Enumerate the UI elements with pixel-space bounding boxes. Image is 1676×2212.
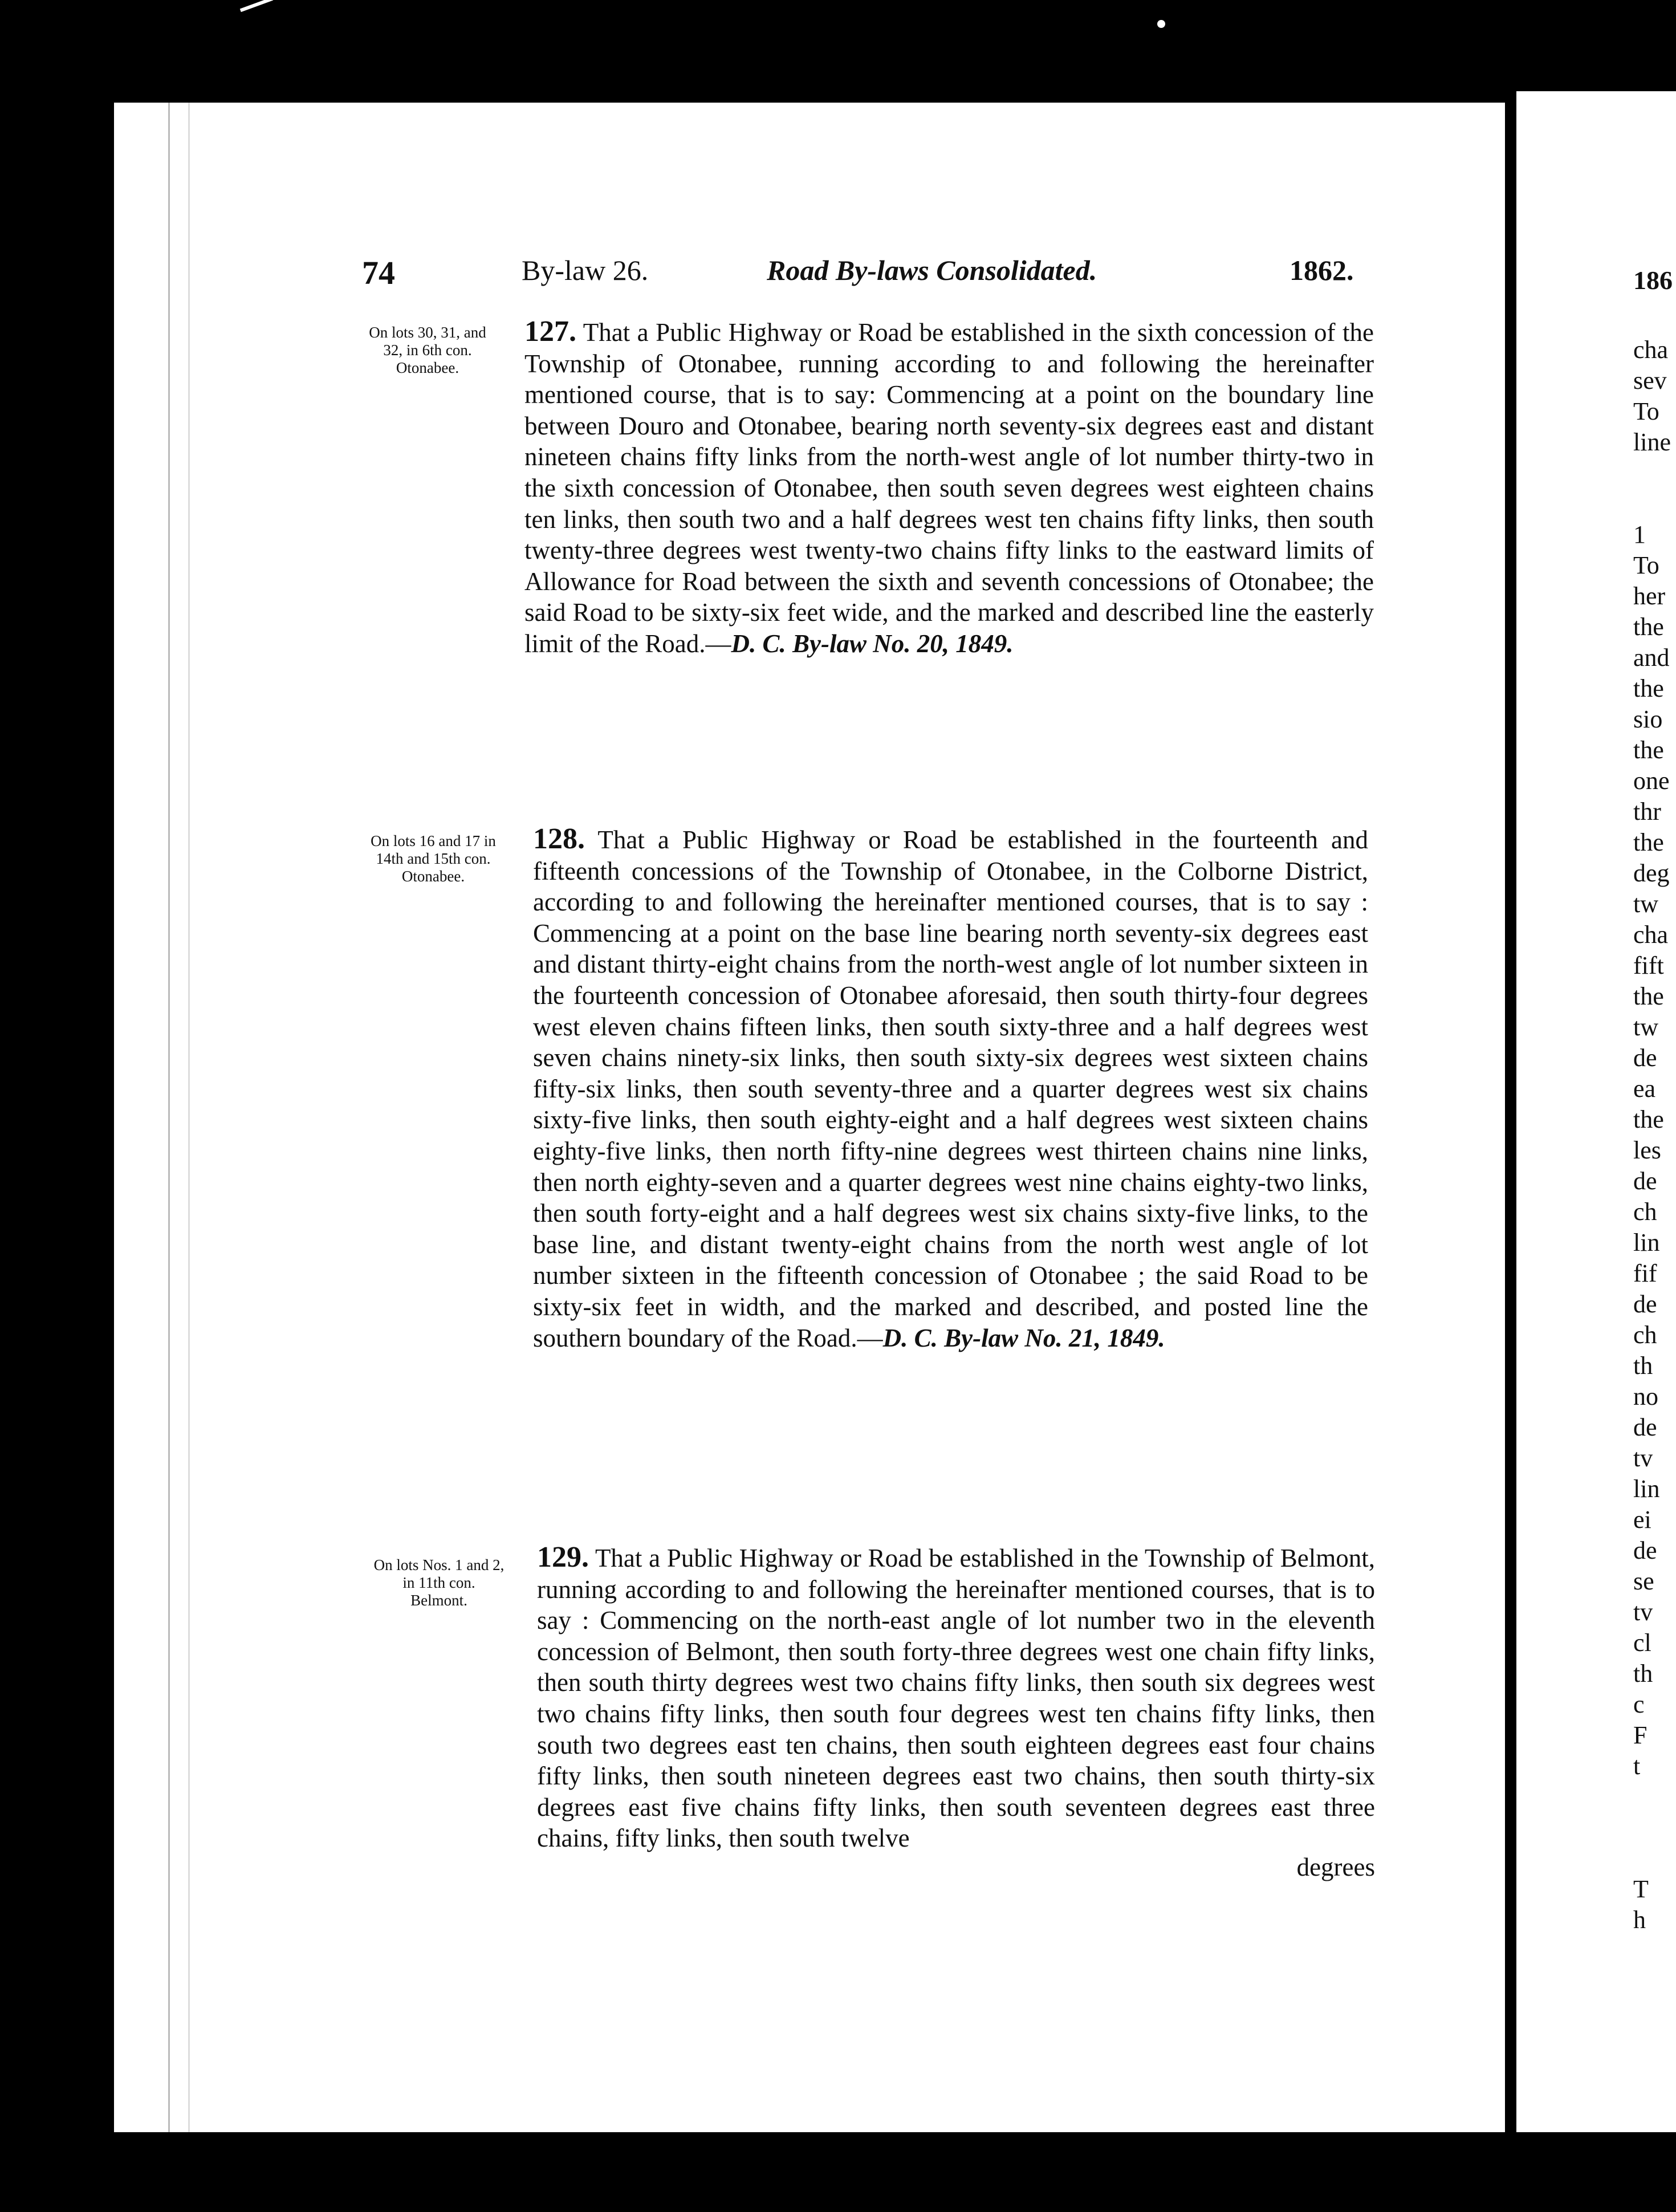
right-page-fragment-word: 1 [1633, 521, 1646, 548]
right-page-fragment-word: ch [1633, 1321, 1657, 1349]
right-page-fragment-word: the [1633, 736, 1664, 764]
running-title: Road By-laws Consolidated. [767, 254, 1097, 286]
right-page-fragment-word: ch [1633, 1198, 1657, 1226]
right-page-fragment-word: thr [1633, 798, 1661, 826]
right-page-fragment-word: To [1633, 551, 1659, 579]
right-page-fragment-word: tw [1633, 890, 1658, 918]
right-page-fragment-word: sio [1633, 705, 1663, 733]
right-page-fragment-word: the [1633, 674, 1664, 702]
section-text: That a Public Highway or Road be established in the Township of Belmont, running according to and following the hereinafter mentioned courses, that is to say : Commencing on the north-east angle of lot number two in the eleventh concession of Belmont, then south forty-three degrees west one chain fifty links, then south thirty degrees west two chains fifty links, then south six degrees west two chains fifty links, then south four degrees west ten chains fifty links, then south two degrees east ten chains, then south eighteen degrees east four chains fifty links, then south nineteen degrees east two chains, then south thirty-six degrees east five chains fifty links, then south seventeen degrees east three chains, fifty links, then south twelve [537, 1544, 1375, 1853]
right-page-fragment-word: F [1633, 1721, 1647, 1749]
right-page-fragment-word: de [1633, 1167, 1657, 1195]
section-129 [537, 1542, 1375, 1883]
right-page-fragment-word: th [1633, 1660, 1653, 1688]
right-page-fragment-word: de [1633, 1536, 1657, 1564]
page-number: 74 [362, 254, 395, 291]
right-page-fragment-word: the [1633, 613, 1664, 641]
right-page-fragment-word: ei [1633, 1506, 1651, 1534]
right-page-fragment-word: lin [1633, 1229, 1660, 1257]
right-page-fragment-word: cl [1633, 1629, 1651, 1657]
right-page-fragment-word: her [1633, 582, 1666, 610]
right-page-fragment-word: th [1633, 1352, 1653, 1380]
right-page-fragment-word: line [1633, 428, 1671, 456]
right-page-fragment-word: lin [1633, 1475, 1660, 1503]
catchword: degrees [1296, 1852, 1375, 1881]
section-citation: D. C. By-law No. 20, 1849. [731, 629, 1014, 658]
right-page-fragment-word: one [1633, 767, 1670, 795]
section-number: 127. [524, 315, 576, 348]
right-page-fragment-word: fift [1633, 952, 1664, 979]
right-page-fragment-word: tv [1633, 1598, 1653, 1626]
section-number: 129. [537, 1541, 589, 1573]
right-page-fragment-word: T [1633, 1875, 1649, 1903]
right-page-fragment-word: de [1633, 1413, 1657, 1441]
bylaw-label: By-law 26. [522, 254, 649, 286]
right-page-fragment-word: no [1633, 1382, 1658, 1410]
section-text: That a Public Highway or Road be established in the sixth concession of the Township of Otonabee, running according to and following the hereinafter mentioned course, that is to say: Commencing at a point on the boundary line between Douro and Otonabee, bearing north seventy-six degrees east and distant nineteen chains fifty links from the north-west angle of lot number thirty-two in the sixth concession of Otonabee, then south seven degrees west eighteen chains ten links, then south two and a half degrees west ten chains fifty links, then south twenty-three degrees west twenty-two chains fifty links to the eastward limits of Allowance for Road between the sixth and seventh concessions of Otonabee; the said Road to be sixty-six feet wide, and the marked and described line the easterly limit of the Road.— [524, 318, 1374, 658]
right-page-fragment-word: h [1633, 1906, 1646, 1934]
section-127 [524, 316, 1374, 660]
right-page-fragment-word: sev [1633, 367, 1667, 395]
section-128 [533, 824, 1368, 1353]
right-page-fragment-word: fif [1633, 1259, 1657, 1287]
right-page-fragment-word: tw [1633, 1013, 1658, 1041]
right-page-fragment-word: c [1633, 1690, 1645, 1718]
right-page-fragment-word: de [1633, 1290, 1657, 1318]
right-page-fragment-word: se [1633, 1567, 1654, 1595]
margin-note: On lots 30, 31, and 32, in 6th con. Otonabee. [369, 324, 486, 376]
scan-speck [1157, 20, 1165, 28]
right-page-fragment-word: t [1633, 1752, 1641, 1780]
right-page-fragment-word: To [1633, 397, 1659, 425]
margin-note: On lots 16 and 17 in 14th and 15th con. Otonabee. [371, 832, 496, 885]
right-page-fragment-word: de [1633, 1044, 1657, 1072]
section-text: That a Public Highway or Road be established in the fourteenth and fifteenth concessions of the Township of Otonabee, in the Colborne District, according to and following the hereinafter mentioned courses, that is to say : Commencing at a point on the base line bearing north seventy-six degrees east and distant thirty-eight chains from the north-west angle of lot number sixteen in the fourteenth concession of Otonabee aforesaid, then south thirty-four degrees west eleven chains fifteen links, then south sixty-three and a half degrees west seven chains ninety-six links, then south sixty-six degrees west sixteen chains fifty-six links, then south seventy-three and a quarter degrees west six chains sixty-five links, then south eighty-eight and a half degrees west sixteen chains eighty-five links, then north fifty-nine degrees west thirteen chains nine links, then north eighty-seven and a quarter degrees west nine chains eighty-two links, then south forty-eight and a half degrees west six chains sixty-five links, to the base line, and distant twenty-eight chains from the north west angle of lot number sixteen in the fifteenth concession of Otonabee ; the said Road to be sixty-six feet in width, and the marked and described, and posted line the southern boundary of the Road.— [533, 826, 1369, 1352]
right-page-fragment-word: cha [1633, 336, 1669, 364]
right-page-fragment-word: les [1633, 1136, 1661, 1164]
right-page-fragment-word: deg [1633, 859, 1670, 887]
section-number: 128. [533, 823, 585, 855]
right-page-fragment-word: the [1633, 1105, 1664, 1133]
right-page-fragment-word: and [1633, 644, 1670, 672]
right-page-fragment-word: the [1633, 828, 1664, 856]
header-year: 1862. [1289, 254, 1354, 286]
section-citation: D. C. By-law No. 21, 1849. [882, 1323, 1165, 1352]
margin-note: On lots Nos. 1 and 2, in 11th con. Belmont. [373, 1556, 505, 1609]
binding-edge-inner [188, 103, 190, 2132]
right-page-fragment-word: tv [1633, 1444, 1653, 1472]
right-page-fragment-word: cha [1633, 921, 1669, 949]
right-page-fragment-word: the [1633, 982, 1664, 1010]
right-page-fragment-word: ea [1633, 1075, 1656, 1103]
binding-edge [168, 103, 170, 2132]
scan-speck [240, 0, 273, 12]
right-page-number: 186 [1633, 266, 1673, 295]
